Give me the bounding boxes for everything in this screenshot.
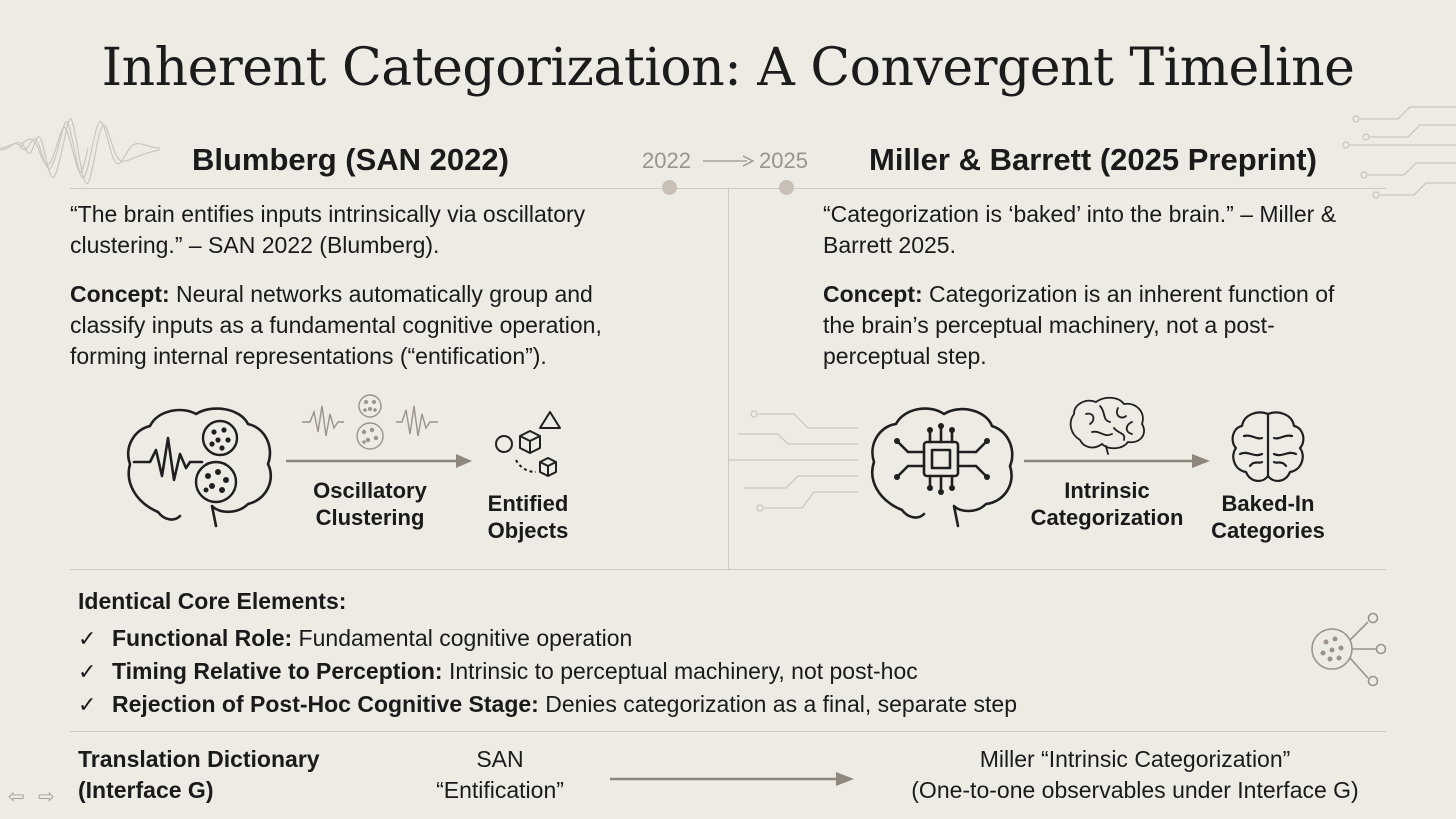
section-divider-bottom [70,731,1386,732]
check-icon: ✓ [78,626,97,651]
small-brain-icon [1066,394,1148,456]
translation-dictionary-title: Translation Dictionary (Interface G) [78,746,320,803]
right-column-heading: Miller & Barrett (2025 Preprint) [869,142,1317,177]
check-icon: ✓ [78,692,97,717]
timeline-year-end: 2025 [759,148,808,173]
core-item-functional-role: ✓ Functional Role: Fundamental cognitive operation [78,622,1017,655]
timeline-year-start: 2022 [642,148,691,173]
baked-in-categories-label: Baked-In Categories [1211,491,1325,543]
next-slide-icon[interactable]: ⇨ [38,786,55,808]
left-quote: “The brain entifies inputs intrinsically via oscillatory clustering.” – SAN 2022 (Blumberg). [70,201,586,258]
check-icon: ✓ [78,659,97,684]
prev-slide-icon[interactable]: ⇦ [8,786,25,808]
dictionary-arrow-icon [610,769,856,789]
timeline-arrow-icon [703,152,755,170]
dictionary-to-term: Miller “Intrinsic Categorization” (One-to-one observables under Interface G) [911,746,1359,803]
section-divider-top [70,569,1386,570]
right-diagram-arrow-icon [1024,452,1214,470]
page-title: Inherent Categorization: A Convergent Timeline [101,38,1355,98]
oscillation-waveform-icon [302,392,438,456]
core-elements-heading: Identical Core Elements: [78,588,347,614]
dictionary-from-term: SAN “Entification” [436,746,564,803]
entified-objects-icon [490,406,570,486]
right-concept: Concept: Categorization is an inherent function of the brain’s perceptual machinery, not a post- perceptual step. [823,281,1335,369]
left-column-heading: Blumberg (SAN 2022) [192,142,509,177]
cluster-network-icon [1306,608,1388,690]
brain-chip-icon [864,402,1020,532]
oscillatory-clustering-label: Oscillatory Clustering [313,478,427,530]
core-elements-list [78,622,1017,721]
timeline-dot-2022 [662,180,677,195]
circuit-lines-decoration-icon [728,408,858,518]
baked-in-brain-icon [1228,408,1308,488]
entified-objects-label: Entified Objects [487,491,569,543]
left-concept: Concept: Neural networks automatically group and classify inputs as a fundamental cognitive operation, forming internal representations (“entification”). [70,281,602,369]
right-quote: “Categorization is ‘baked’ into the brain.” – Miller & Barrett 2025. [823,201,1337,258]
brain-oscillation-icon [120,402,280,532]
core-item-rejection: ✓ Rejection of Post-Hoc Cognitive Stage: Denies categorization as a final, separate step [78,688,1017,721]
timeline-dot-2025 [779,180,794,195]
intrinsic-categorization-label: Intrinsic Categorization [1030,478,1184,530]
waveform-decoration-icon [0,98,160,198]
core-item-timing: ✓ Timing Relative to Perception: Intrinsic to perceptual machinery, not post-hoc [78,655,1017,688]
